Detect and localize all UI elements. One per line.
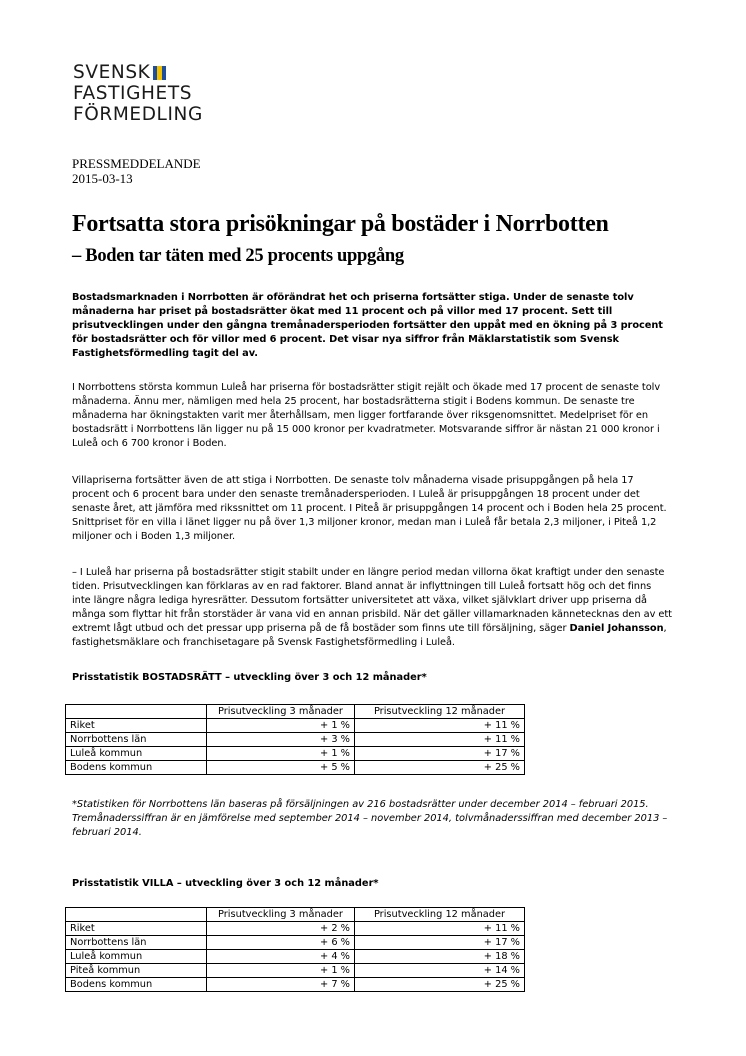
logo-line-3: FÖRMEDLING [73, 104, 203, 125]
change-12m-cell: + 17 % [355, 747, 525, 761]
change-3m-cell: + 3 % [207, 733, 355, 747]
table-header-row [66, 908, 525, 922]
change-12m-cell: + 11 % [355, 719, 525, 733]
region-cell: Norrbottens län [66, 733, 207, 747]
statistics-footnote: *Statistiken för Norrbottens län baseras på försäljningen av 216 bostadsrätter under december 2014 – februari 2015. Tremånaderssiffran är en jämförelse med september 2014 – november 2014, tolvmånaderssiffran med december 2013 – februari 2014. [72, 799, 668, 838]
change-3m-cell: + 2 % [207, 922, 355, 936]
logo-line-2: FASTIGHETS [73, 83, 193, 104]
quote-attribution: , fastighetsmäklare och franchisetagare på Svensk Fastighetsförmedling i Luleå. [72, 623, 667, 648]
table-header-cell: Prisutveckling 12 månader [355, 908, 525, 922]
document-date: 2015-03-13 [72, 171, 133, 186]
swedish-flag-icon [153, 64, 166, 78]
table-villa [65, 907, 525, 992]
change-3m-cell: + 5 % [207, 761, 355, 775]
document-type: PRESSMEDDELANDE [72, 156, 201, 171]
table-row [66, 719, 525, 733]
region-cell: Luleå kommun [66, 747, 207, 761]
change-12m-cell: + 14 % [355, 964, 525, 978]
body-paragraph-3 [72, 566, 672, 650]
region-cell: Bodens kommun [66, 761, 207, 775]
headline-subtitle: – Boden tar täten med 25 procents uppgång [72, 246, 404, 266]
change-3m-cell: + 4 % [207, 950, 355, 964]
table-header-row [66, 705, 525, 719]
change-12m-cell: + 17 % [355, 936, 525, 950]
table-row [66, 747, 525, 761]
logo-line-1: SVENSK [73, 62, 151, 83]
headline-title: Fortsatta stora prisökningar på bostäder i Norrbotten [72, 211, 609, 237]
table-bostadsratt [65, 704, 525, 775]
region-cell: Riket [66, 922, 207, 936]
table-villa-title: Prisstatistik VILLA – utveckling över 3 och 12 månader* [72, 878, 379, 889]
table-bostadsratt-title: Prisstatistik BOSTADSRÄTT – utveckling över 3 och 12 månader* [72, 672, 427, 683]
quote-speaker: Daniel Johansson [569, 623, 664, 634]
table-header-cell [66, 908, 207, 922]
region-cell: Riket [66, 719, 207, 733]
change-3m-cell: + 1 % [207, 719, 355, 733]
table-row [66, 978, 525, 992]
table-row [66, 936, 525, 950]
change-3m-cell: + 7 % [207, 978, 355, 992]
region-cell: Piteå kommun [66, 964, 207, 978]
table-row [66, 733, 525, 747]
region-cell: Luleå kommun [66, 950, 207, 964]
table-header-cell [66, 705, 207, 719]
body-paragraph-1: I Norrbottens största kommun Luleå har priserna för bostadsrätter stigit rejält och ökade med 17 procent de senaste tolv månaderna. Ännu mer, nämligen med hela 25 procent, har bostadsrätterna stigit i Bodens kommun. De senaste tre månaderna har ökningstakten varit mer återhållsam, men ligger fortfarande över riksgenomsnittet. Medelpriset för en bostadsrätt i Norrbottens län ligger nu på 15 000 kronor per kvadratmeter. Motsvarande siffror är nästan 21 000 kronor i Luleå och 6 700 kronor i Boden. [72, 382, 661, 449]
change-12m-cell: + 18 % [355, 950, 525, 964]
quote-text: – I Luleå har priserna på bostadsrätter stigit stabilt under en längre period medan villorna ökat kraftigt under den senaste tiden. Prisutvecklingen kan förklaras av en rad faktorer. Bland annat är inflyttningen till Luleå fortsatt hög och det finns inte längre några lediga hyresrätter. Dessutom fortsätter universitetet att växa, vilket självklart driver upp priserna då många som flyttar hit från storstäder är vana vid en annan prisbild. När det gäller villamarknaden kännetecknas den av ett extremt lågt utbud och det pressar upp priserna på de få bostäder som finns ute till försäljning, säger [72, 567, 672, 634]
table-header-cell: Prisutveckling 3 månader [207, 705, 355, 719]
table-row [66, 761, 525, 775]
lead-paragraph: Bostadsmarknaden i Norrbotten är oförändrat het och priserna fortsätter stiga. Under de senaste tolv månaderna har priset på bostadsrätter ökat med 11 procent och på villor med 17 procent. Sett till prisutvecklingen under den gångna tremånadersperioden fortsätter den uppåt med en ökning på 3 procent för bostadsrätter och för villor med 6 procent. Det visar nya siffror från Mäklarstatistik som Svensk Fastighetsförmedling tagit del av. [72, 292, 663, 359]
change-3m-cell: + 6 % [207, 936, 355, 950]
change-12m-cell: + 11 % [355, 733, 525, 747]
table-header-cell: Prisutveckling 3 månader [207, 908, 355, 922]
table-header-cell: Prisutveckling 12 månader [355, 705, 525, 719]
table-row [66, 950, 525, 964]
change-12m-cell: + 11 % [355, 922, 525, 936]
region-cell: Bodens kommun [66, 978, 207, 992]
table-row [66, 922, 525, 936]
change-3m-cell: + 1 % [207, 964, 355, 978]
company-logo [73, 62, 203, 125]
body-paragraph-2: Villapriserna fortsätter även de att stiga i Norrbotten. De senaste tolv månaderna visade prisuppgången på hela 17 procent och 6 procent bara under den senaste tremånadersperioden. I Luleå är prisuppgången 18 procent under det senaste året, att jämföra med rikssnittet om 11 procent. I Piteå är prisuppgången 14 procent och i Boden hela 25 procent. Snittpriset för en villa i länet ligger nu på över 1,3 miljoner kronor, medan man i Luleå får betala 2,3 miljoner, i Piteå 1,2 miljoner och i Boden 1,3 miljoner. [72, 475, 667, 542]
change-12m-cell: + 25 % [355, 978, 525, 992]
document-meta [72, 156, 201, 186]
table-row [66, 964, 525, 978]
region-cell: Norrbottens län [66, 936, 207, 950]
change-3m-cell: + 1 % [207, 747, 355, 761]
change-12m-cell: + 25 % [355, 761, 525, 775]
